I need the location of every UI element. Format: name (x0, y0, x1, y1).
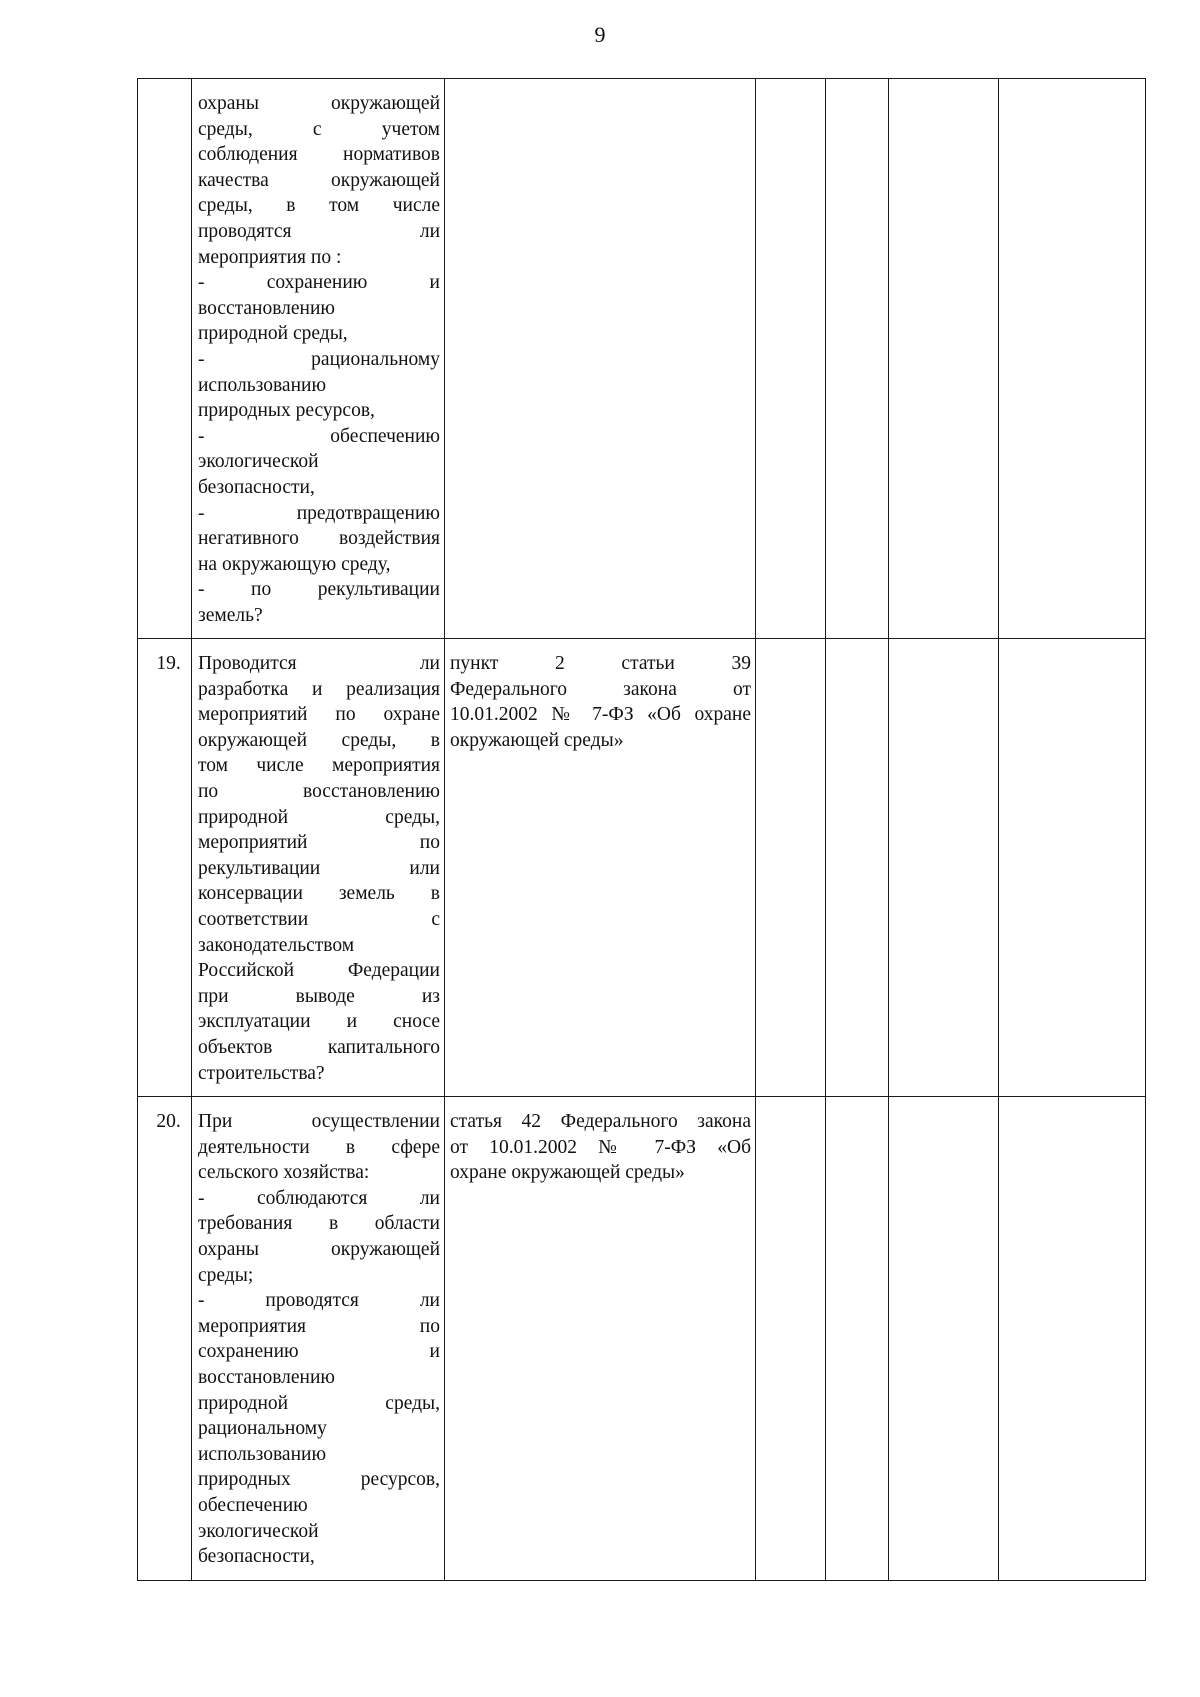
question-line: консервации земель в (198, 883, 440, 905)
question-cell (192, 639, 445, 1097)
reference-line: Федерального закона от (450, 678, 751, 700)
row-number-cell (138, 79, 192, 639)
question-line: негативного воздействия (198, 528, 440, 550)
question-line: природной среды, (198, 806, 440, 828)
table-row (138, 639, 1146, 1097)
question-line: мероприятий по (198, 832, 440, 854)
question-line: природных ресурсов, (198, 400, 375, 422)
question-line: мероприятий по охране (198, 704, 440, 726)
no-cell (826, 1097, 889, 1581)
question-line: - проводятся ли (198, 1290, 440, 1312)
note-cell (999, 79, 1146, 639)
question-line: - обеспечению (198, 425, 440, 447)
yes-cell (756, 639, 826, 1097)
reference-cell (445, 639, 756, 1097)
no-cell (826, 639, 889, 1097)
question-line: качества окружающей (198, 169, 440, 191)
not-applicable-cell (889, 1097, 999, 1581)
yes-cell (756, 79, 826, 639)
question-line: на окружающую среду, (198, 553, 391, 575)
reference-cell (445, 79, 756, 639)
question-line: - предотвращению (198, 502, 440, 524)
question-line: деятельности в сфере (198, 1136, 440, 1158)
question-line: - соблюдаются ли (198, 1187, 440, 1209)
question-line: соблюдения нормативов (198, 144, 440, 166)
question-line: экологической (198, 451, 319, 473)
question-line: восстановлению (198, 297, 335, 319)
question-line: обеспечению (198, 1494, 308, 1516)
question-line: - сохранению и (198, 272, 440, 294)
yes-cell (756, 1097, 826, 1581)
question-line: природной среды, (198, 323, 348, 345)
question-line: природных ресурсов, (198, 1469, 440, 1491)
checklist-table (137, 78, 1146, 1581)
page-number: 9 (594, 22, 606, 47)
question-line: охраны окружающей (198, 93, 440, 114)
question-line: восстановлению (198, 1366, 335, 1388)
question-line: рациональному (198, 1418, 327, 1440)
reference-line: охране окружающей среды» (450, 1162, 685, 1184)
table-row (138, 79, 1146, 639)
reference-cell (445, 1097, 756, 1581)
question-line: - по рекультивации (198, 579, 440, 601)
question-line: охраны окружающей (198, 1238, 440, 1260)
question-line: эксплуатации и сносе (198, 1011, 440, 1033)
question-line: безопасности, (198, 476, 315, 498)
question-line: проводятся ли (198, 220, 440, 242)
question-line: сохранению и (198, 1341, 440, 1363)
question-line: объектов капитального (198, 1036, 440, 1058)
question-line: при выводе из (198, 985, 440, 1007)
question-line: окружающей среды, в (198, 729, 440, 751)
question-line: экологической (198, 1520, 319, 1542)
reference-line: статья 42 Федерального закона (450, 1111, 751, 1132)
question-line: требования в области (198, 1213, 440, 1235)
question-line: использованию (198, 374, 327, 396)
not-applicable-cell (889, 639, 999, 1097)
question-line: Российской Федерации (198, 960, 440, 982)
question-line: - рациональному (198, 348, 440, 370)
question-line: сельского хозяйства: (198, 1162, 370, 1184)
not-applicable-cell (889, 79, 999, 639)
note-cell (999, 639, 1146, 1097)
question-line: использованию (198, 1443, 327, 1465)
row-number-cell: 19. (138, 639, 192, 1097)
question-line: законодательством (198, 934, 355, 956)
table-row (138, 1097, 1146, 1581)
reference-line: от 10.01.2002 № 7-ФЗ «Об (450, 1136, 751, 1158)
question-line: мероприятия по : (198, 246, 342, 268)
reference-line: пункт 2 статьи 39 (450, 653, 751, 674)
question-line: мероприятия по (198, 1315, 440, 1337)
question-line: земель? (198, 604, 263, 626)
question-line: природной среды, (198, 1392, 440, 1414)
question-cell (192, 1097, 445, 1581)
question-line: среды; (198, 1264, 254, 1286)
question-line: среды, с учетом (198, 118, 440, 140)
question-line: строительства? (198, 1062, 325, 1084)
question-line: соответствии с (198, 908, 440, 930)
question-line: При осуществлении (198, 1111, 440, 1132)
question-line: разработка и реализация (198, 678, 440, 700)
note-cell (999, 1097, 1146, 1581)
question-line: рекультивации или (198, 857, 440, 879)
no-cell (826, 79, 889, 639)
question-cell (192, 79, 445, 639)
reference-line: окружающей среды» (450, 729, 624, 751)
row-number-cell: 20. (138, 1097, 192, 1581)
question-line: Проводится ли (198, 653, 440, 674)
question-line: безопасности, (198, 1546, 315, 1568)
question-line: среды, в том числе (198, 195, 440, 217)
question-line: том числе мероприятия (198, 755, 440, 777)
reference-line: 10.01.2002 № 7-ФЗ «Об охране (450, 704, 751, 726)
question-line: по восстановлению (198, 780, 440, 802)
